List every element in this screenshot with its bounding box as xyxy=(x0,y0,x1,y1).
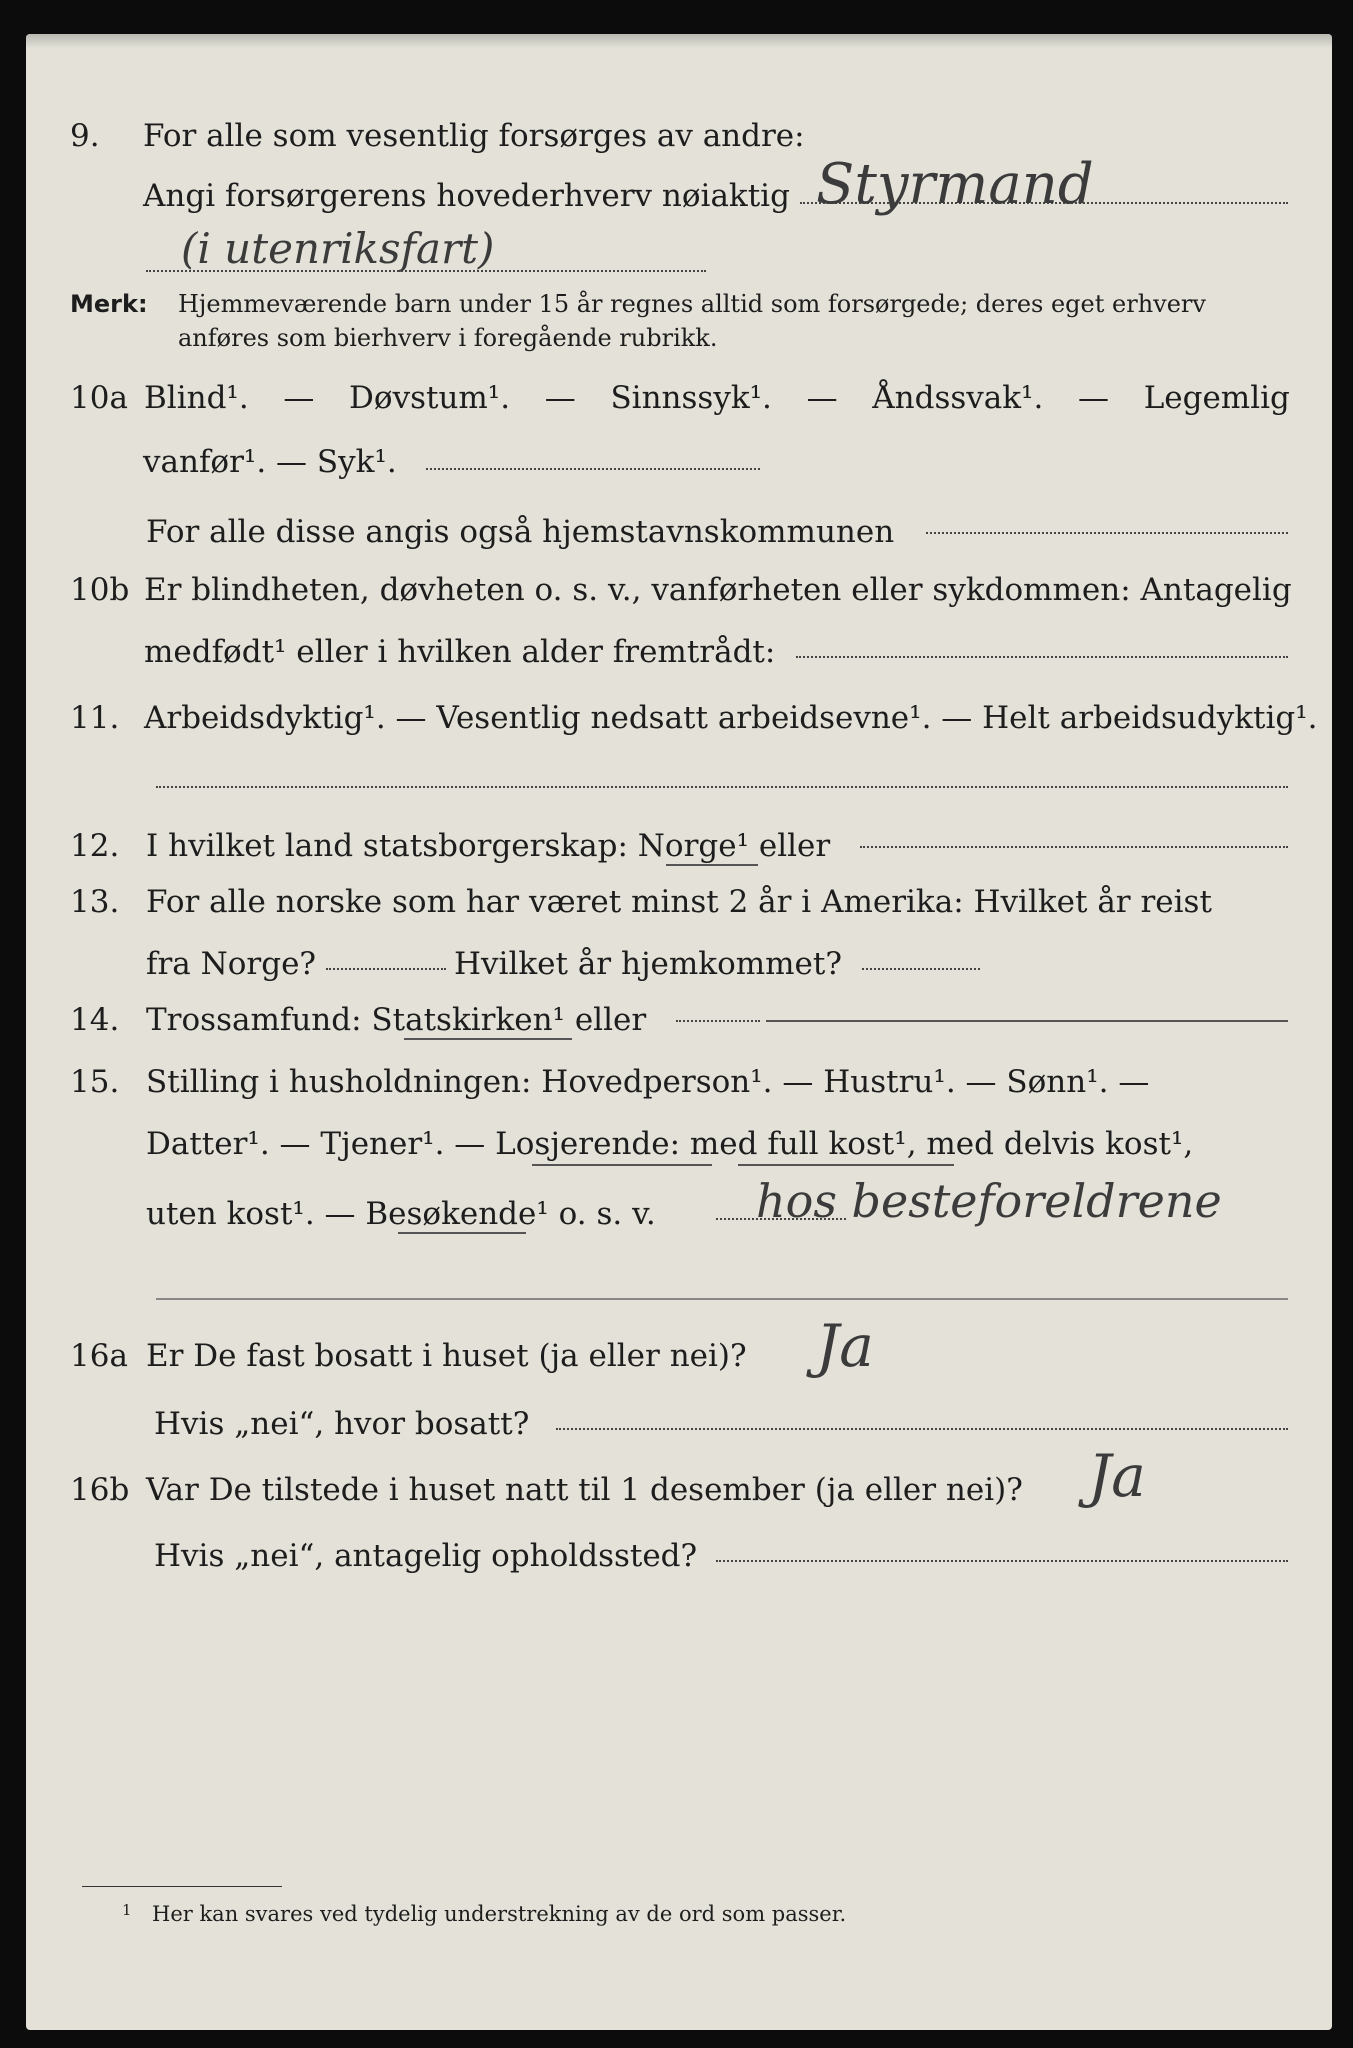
census-form-page xyxy=(26,34,1332,2030)
q11-text1: Arbeidsdyktig¹. — Vesentlig nedsatt arbeidsevne¹. — Helt arbeidsudyktig¹. xyxy=(144,700,1318,736)
q14-statskirken-underline xyxy=(404,1038,572,1040)
q16b-number: 16b xyxy=(70,1472,130,1508)
q15-answer-handwritten: hos besteforeldrene xyxy=(756,1174,1222,1228)
q10b-text2: medfødt¹ eller i hvilken alder fremtrådt: xyxy=(144,634,776,670)
q10a-word: — xyxy=(544,380,576,416)
q13-reist-line xyxy=(326,968,446,970)
q15-losjerende-underline xyxy=(532,1164,712,1166)
q9-text1: For alle som vesentlig forsørges av andre: xyxy=(143,118,805,154)
q16a-text2: Hvis „nei“, hvor bosatt? xyxy=(154,1406,530,1442)
q10a-answer-line xyxy=(426,468,760,470)
q14-answer-line-b xyxy=(766,1020,1288,1022)
q12-number: 12. xyxy=(70,828,120,864)
q12-text1: I hvilket land statsborgerskap: Norge¹ eller xyxy=(146,828,831,864)
q13-text2b: Hvilket år hjemkommet? xyxy=(454,946,842,982)
q11-answer-line xyxy=(156,786,1288,788)
q10a-word: Sinnssyk¹. xyxy=(610,380,772,416)
q16b-answer-line xyxy=(716,1560,1288,1562)
q13-text2a: fra Norge? xyxy=(146,946,317,982)
q11-number: 11. xyxy=(70,700,120,736)
q16a-text1: Er De fast bosatt i huset (ja eller nei)? xyxy=(146,1338,747,1374)
q10b-text1: Er blindheten, døvheten o. s. v., vanførheten eller sykdommen: Antagelig xyxy=(144,572,1292,608)
q10b-answer-line xyxy=(796,656,1288,658)
q15-text2: Datter¹. — Tjener¹. — Losjerende: med full kost¹, med delvis kost¹, xyxy=(146,1126,1194,1162)
q16a-answer-line xyxy=(556,1428,1288,1430)
q12-answer-line xyxy=(860,846,1288,848)
q10b-number: 10b xyxy=(70,572,130,608)
q16b-text2: Hvis „nei“, antagelig opholdssted? xyxy=(154,1538,698,1574)
q10a-word: — xyxy=(1078,380,1110,416)
q14-answer-line-a xyxy=(676,1020,760,1022)
q16a-number: 16a xyxy=(70,1338,128,1374)
merk-text1: Hjemmeværende barn under 15 år regnes alltid som forsørgede; deres eget erhverv xyxy=(178,290,1206,318)
q9-text2: Angi forsørgerens hovederhverv nøiaktig xyxy=(143,178,790,214)
merk-text2: anføres som bierhverv i foregående rubrikk. xyxy=(178,324,718,352)
q10a-word: Blind¹. xyxy=(144,380,249,416)
q9-answer-sub-handwritten: (i utenriksfart) xyxy=(181,224,495,273)
q10a-number: 10a xyxy=(70,380,128,416)
q12-norge-underline xyxy=(666,864,758,866)
q9-number: 9. xyxy=(70,118,100,154)
q15-besokende-underline xyxy=(398,1232,526,1234)
footnote-rule xyxy=(82,1886,282,1887)
q15-separator xyxy=(156,1298,1288,1300)
q15-text1: Stilling i husholdningen: Hovedperson¹. — Hustru¹. — Sønn¹. — xyxy=(146,1064,1150,1100)
q10a-word: — xyxy=(806,380,838,416)
q16b-answer-handwritten: Ja xyxy=(1088,1442,1146,1510)
q14-number: 14. xyxy=(70,1002,120,1038)
q10a-word: Åndssvak¹. xyxy=(872,380,1044,416)
q15-fullkost-underline xyxy=(738,1164,954,1166)
q10a-text2: vanfør¹. — Syk¹. xyxy=(143,444,397,480)
q10a-word: Døvstum¹. xyxy=(349,380,511,416)
q9-answer-line2 xyxy=(146,270,706,272)
footnote-text: Her kan svares ved tydelig understrekning av de ord som passer. xyxy=(152,1902,847,1926)
merk-label: Merk: xyxy=(70,290,148,318)
q16b-text1: Var De tilstede i huset natt til 1 desember (ja eller nei)? xyxy=(146,1472,1023,1508)
q10a-text3: For alle disse angis også hjemstavnskommunen xyxy=(146,514,895,550)
q16a-answer-handwritten: Ja xyxy=(816,1312,874,1380)
q13-hjemkommet-line xyxy=(862,968,980,970)
q10a-word: — xyxy=(283,380,315,416)
q10a-word: Legemlig xyxy=(1143,380,1290,416)
q9-answer-handwritten: Styrmand xyxy=(816,152,1094,217)
q13-text1: For alle norske som har været minst 2 år i Amerika: Hvilket år reist xyxy=(146,884,1212,920)
q13-number: 13. xyxy=(70,884,120,920)
footnote-mark: 1 xyxy=(122,1901,132,1919)
scan-edge xyxy=(26,34,1332,48)
q15-text3: uten kost¹. — Besøkende¹ o. s. v. xyxy=(146,1196,656,1232)
q10a-hjemstavn-line xyxy=(926,532,1288,534)
q10a-options xyxy=(144,378,1290,418)
q15-number: 15. xyxy=(70,1064,120,1100)
q14-text1: Trossamfund: Statskirken¹ eller xyxy=(146,1002,647,1038)
